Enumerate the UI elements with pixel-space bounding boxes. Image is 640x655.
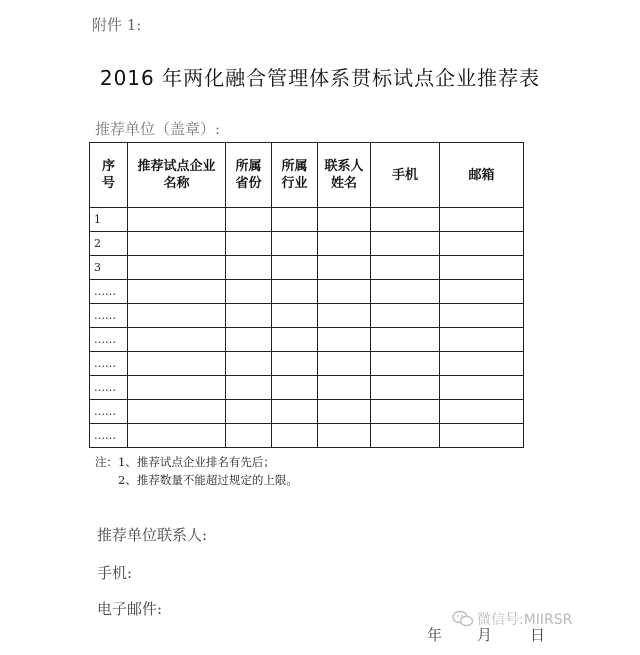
table-cell <box>371 208 440 232</box>
table-cell <box>318 280 371 304</box>
table-cell <box>128 328 226 352</box>
column-header <box>128 143 226 208</box>
column-header-text: 所属 <box>281 159 308 174</box>
column-header-text: 推荐试点企业 <box>137 159 216 174</box>
column-header-text: 手机 <box>391 167 418 183</box>
table-cell <box>318 328 371 352</box>
note-line-2: 2、推荐数量不能超过规定的上限。 <box>118 473 298 487</box>
row-number: …… <box>90 280 128 304</box>
column-header <box>226 143 272 208</box>
table-cell <box>226 352 272 376</box>
table-cell <box>128 232 226 256</box>
table-cell <box>371 424 440 448</box>
contact-person-label: 推荐单位联系人: <box>97 526 208 544</box>
table-cell <box>226 208 272 232</box>
table-cell <box>226 328 272 352</box>
table-cell <box>440 424 524 448</box>
table-cell <box>318 256 371 280</box>
annex-label: 附件 1: <box>92 16 142 34</box>
phone-label: 手机: <box>97 564 133 582</box>
notes <box>95 453 298 489</box>
row-number: …… <box>90 304 128 328</box>
column-header <box>90 143 128 208</box>
row-number: 1 <box>90 208 128 232</box>
column-header <box>371 143 440 208</box>
date-month: 月 <box>477 626 493 644</box>
date-year: 年 <box>427 626 443 644</box>
table-header-row <box>90 143 524 208</box>
table-cell <box>440 352 524 376</box>
watermark-text: 微信号:MIIRSR <box>477 612 573 628</box>
table-cell <box>440 208 524 232</box>
table-cell <box>272 304 318 328</box>
table-cell <box>440 232 524 256</box>
row-number: …… <box>90 376 128 400</box>
table-row <box>90 352 524 376</box>
column-header-text: 邮箱 <box>468 167 495 183</box>
table-cell <box>272 424 318 448</box>
table-cell <box>272 400 318 424</box>
watermark <box>452 609 572 629</box>
column-header-text: 名称 <box>163 176 190 191</box>
table-cell <box>371 352 440 376</box>
table-cell <box>371 400 440 424</box>
table-cell <box>128 280 226 304</box>
table-row <box>90 232 524 256</box>
note-line-1: 注：1、推荐试点企业排名有先后； <box>95 455 275 469</box>
table-row <box>90 256 524 280</box>
row-number: 3 <box>90 256 128 280</box>
table-cell <box>128 400 226 424</box>
column-header-text: 号 <box>101 176 115 191</box>
table-row <box>90 280 524 304</box>
table-cell <box>128 424 226 448</box>
table-cell <box>128 304 226 328</box>
table-cell <box>371 280 440 304</box>
table-cell <box>272 352 318 376</box>
table-cell <box>272 376 318 400</box>
table-cell <box>371 328 440 352</box>
column-header <box>440 143 524 208</box>
table-cell <box>371 376 440 400</box>
table-cell <box>272 256 318 280</box>
table-row <box>90 328 524 352</box>
column-header-text: 省份 <box>235 176 262 191</box>
column-header <box>318 143 371 208</box>
table-row <box>90 304 524 328</box>
table-cell <box>318 304 371 328</box>
recommending-unit-label: 推荐单位（盖章）: <box>95 120 221 138</box>
column-header-text: 姓名 <box>330 176 357 191</box>
row-number: …… <box>90 424 128 448</box>
table-cell <box>440 304 524 328</box>
table-cell <box>128 256 226 280</box>
row-number: 2 <box>90 232 128 256</box>
column-header-text: 所属 <box>235 159 262 174</box>
table-body <box>90 208 524 448</box>
column-header <box>272 143 318 208</box>
table-row <box>90 424 524 448</box>
table-cell <box>226 400 272 424</box>
table-cell <box>226 376 272 400</box>
table-cell <box>128 352 226 376</box>
row-number: …… <box>90 400 128 424</box>
table-cell <box>226 424 272 448</box>
table-cell <box>272 208 318 232</box>
wechat-icon <box>452 610 474 628</box>
column-header-text: 行业 <box>281 176 308 191</box>
recommendation-table <box>89 142 524 448</box>
table-cell <box>226 232 272 256</box>
table-row <box>90 400 524 424</box>
table-cell <box>440 328 524 352</box>
table-cell <box>272 232 318 256</box>
row-number: …… <box>90 352 128 376</box>
column-header-text: 序 <box>101 159 115 174</box>
table-cell <box>226 256 272 280</box>
table-cell <box>272 280 318 304</box>
table-cell <box>272 328 318 352</box>
email-label: 电子邮件: <box>97 600 163 618</box>
date-day: 日 <box>530 626 546 644</box>
column-header-text: 联系人 <box>324 159 364 174</box>
table-cell <box>318 352 371 376</box>
table-cell <box>318 400 371 424</box>
table-cell <box>128 376 226 400</box>
table-cell <box>318 424 371 448</box>
table-cell <box>226 280 272 304</box>
table-cell <box>371 256 440 280</box>
row-number: …… <box>90 328 128 352</box>
table-cell <box>371 304 440 328</box>
table-cell <box>440 376 524 400</box>
table-cell <box>318 232 371 256</box>
table-cell <box>440 280 524 304</box>
table-cell <box>318 208 371 232</box>
page-title: 2016 年两化融合管理体系贯标试点企业推荐表 <box>99 66 541 90</box>
table-row <box>90 208 524 232</box>
table-cell <box>318 376 371 400</box>
table-cell <box>371 232 440 256</box>
table-cell <box>440 400 524 424</box>
table-cell <box>440 256 524 280</box>
table-cell <box>226 304 272 328</box>
table-row <box>90 376 524 400</box>
table-cell <box>128 208 226 232</box>
